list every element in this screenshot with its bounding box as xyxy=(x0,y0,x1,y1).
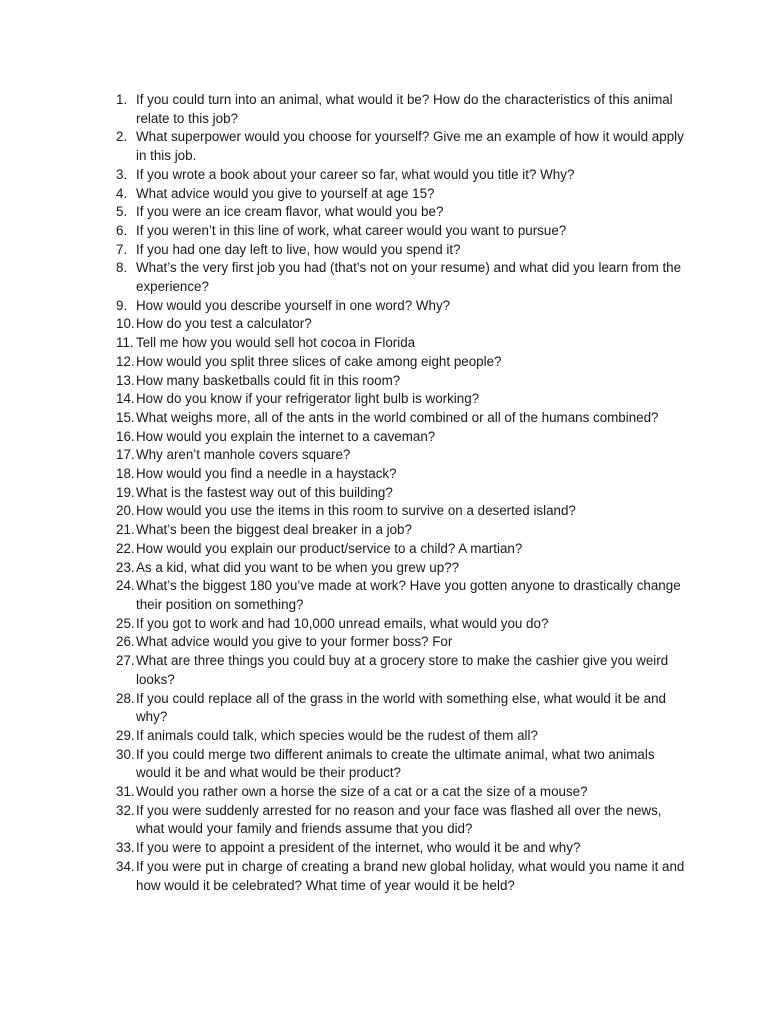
item-number: 9. xyxy=(116,297,128,313)
list-item xyxy=(100,746,690,783)
item-number: 22. xyxy=(116,540,135,556)
item-number: 13. xyxy=(116,372,135,388)
item-text: If you were suddenly arrested for no reason and your face was flashed all over the news, what would your family and friends assume that you did? xyxy=(136,802,662,837)
item-text: Would you rather own a horse the size of a cat or a cat the size of a mouse? xyxy=(136,784,588,800)
item-number: 17. xyxy=(116,447,135,463)
item-text: How would you split three slices of cake among eight people? xyxy=(136,353,502,369)
item-number: 3. xyxy=(116,166,128,182)
list-item xyxy=(100,802,690,839)
item-text: If you could turn into an animal, what would it be? How do the characteristics of this animal relate to this job? xyxy=(136,92,673,126)
list-item xyxy=(100,502,690,521)
item-text: What advice would you give to your former boss? For xyxy=(136,634,453,650)
item-text: If you were put in charge of creating a brand new global holiday, what would you name it and how would it be celebrated? What time of year would it be held? xyxy=(136,858,685,893)
item-number: 34. xyxy=(116,858,135,874)
item-text: What’s the very first job you had (that’s not on your resume) and what did you learn from the experience? xyxy=(136,260,682,295)
item-number: 26. xyxy=(116,634,135,650)
list-item xyxy=(100,690,690,727)
item-number: 20. xyxy=(116,503,135,519)
list-item xyxy=(100,128,690,165)
item-number: 33. xyxy=(116,840,135,856)
item-text: How do you know if your refrigerator light bulb is working? xyxy=(136,391,480,407)
item-text: What is the fastest way out of this building? xyxy=(136,484,393,500)
list-item xyxy=(100,559,690,578)
list-item xyxy=(100,839,690,858)
item-text: How would you use the items in this room to survive on a deserted island? xyxy=(136,503,576,519)
list-item xyxy=(100,241,690,260)
item-number: 19. xyxy=(116,484,135,500)
item-number: 11. xyxy=(116,335,134,351)
item-text: What weighs more, all of the ants in the world combined or all of the humans combined? xyxy=(136,409,659,425)
item-number: 27. xyxy=(116,653,135,669)
item-number: 24. xyxy=(116,578,135,594)
list-item xyxy=(100,91,690,128)
item-text: How would you find a needle in a haystack? xyxy=(136,466,397,482)
list-item xyxy=(100,484,690,503)
item-text: If you weren’t in this line of work, what career would you want to pursue? xyxy=(136,222,567,238)
list-item xyxy=(100,203,690,222)
item-text: How would you explain the internet to a caveman? xyxy=(136,428,436,444)
list-item xyxy=(100,185,690,204)
list-item xyxy=(100,315,690,334)
item-number: 28. xyxy=(116,690,135,706)
item-text: If you were to appoint a president of the internet, who would it be and why? xyxy=(136,840,581,856)
question-list xyxy=(100,91,690,895)
item-text: What’s the biggest 180 you’ve made at work? Have you gotten anyone to drastically change their position on something? xyxy=(136,578,681,612)
item-text: What’s been the biggest deal breaker in a job? xyxy=(136,522,412,538)
list-item xyxy=(100,409,690,428)
item-number: 21. xyxy=(116,522,135,538)
item-number: 32. xyxy=(116,802,135,818)
list-item xyxy=(100,390,690,409)
item-text: As a kid, what did you want to be when you grew up?? xyxy=(136,559,460,575)
list-item xyxy=(100,540,690,559)
item-text: If you could merge two different animals to create the ultimate animal, what two animals would it be and what would be their product? xyxy=(136,746,655,781)
list-item xyxy=(100,858,690,895)
item-text: How would you explain our product/service to a child? A martian? xyxy=(136,540,523,556)
item-number: 30. xyxy=(116,746,135,762)
item-number: 8. xyxy=(116,260,128,276)
item-text: If you got to work and had 10,000 unread emails, what would you do? xyxy=(136,615,549,631)
item-text: If you were an ice cream flavor, what would you be? xyxy=(136,204,444,220)
list-item xyxy=(100,615,690,634)
list-item xyxy=(100,353,690,372)
item-text: How would you describe yourself in one word? Why? xyxy=(136,297,451,313)
item-number: 1. xyxy=(116,92,128,107)
item-text: If you wrote a book about your career so far, what would you title it? Why? xyxy=(136,166,575,182)
item-number: 14. xyxy=(116,391,135,407)
item-number: 16. xyxy=(116,428,135,444)
list-item xyxy=(100,259,690,296)
item-text: What advice would you give to yourself at age 15? xyxy=(136,185,435,201)
item-number: 18. xyxy=(116,466,135,482)
item-text: Tell me how you would sell hot cocoa in Florida xyxy=(136,335,416,351)
list-item xyxy=(100,372,690,391)
list-item xyxy=(100,222,690,241)
list-item xyxy=(100,521,690,540)
list-item xyxy=(100,446,690,465)
item-number: 23. xyxy=(116,559,135,575)
item-text: What are three things you could buy at a grocery store to make the cashier give you weird looks? xyxy=(136,653,669,687)
list-item xyxy=(100,577,690,614)
item-number: 2. xyxy=(116,129,128,145)
item-number: 12. xyxy=(116,353,135,369)
item-number: 5. xyxy=(116,204,128,220)
list-item xyxy=(100,652,690,689)
item-text: How do you test a calculator? xyxy=(136,316,312,332)
list-item xyxy=(100,465,690,484)
item-text: How many basketballs could fit in this room? xyxy=(136,372,401,388)
list-item xyxy=(100,428,690,447)
item-text: If you had one day left to live, how would you spend it? xyxy=(136,241,461,257)
item-text: If you could replace all of the grass in the world with something else, what would it be and why? xyxy=(136,690,666,725)
item-number: 25. xyxy=(116,615,135,631)
item-number: 7. xyxy=(116,241,128,257)
item-number: 29. xyxy=(116,727,135,743)
list-item xyxy=(100,633,690,652)
item-number: 15. xyxy=(116,409,135,425)
item-number: 4. xyxy=(116,185,128,201)
item-text: What superpower would you choose for yourself? Give me an example of how it would apply in this job. xyxy=(136,129,684,164)
list-item xyxy=(100,783,690,802)
list-item xyxy=(100,297,690,316)
item-number: 6. xyxy=(116,222,128,238)
list-item xyxy=(100,334,690,353)
item-number: 31. xyxy=(116,784,135,800)
list-item xyxy=(100,727,690,746)
item-number: 10. xyxy=(116,316,135,332)
list-item xyxy=(100,166,690,185)
item-text: If animals could talk, which species would be the rudest of them all? xyxy=(136,727,538,743)
item-text: Why aren’t manhole covers square? xyxy=(136,447,351,463)
